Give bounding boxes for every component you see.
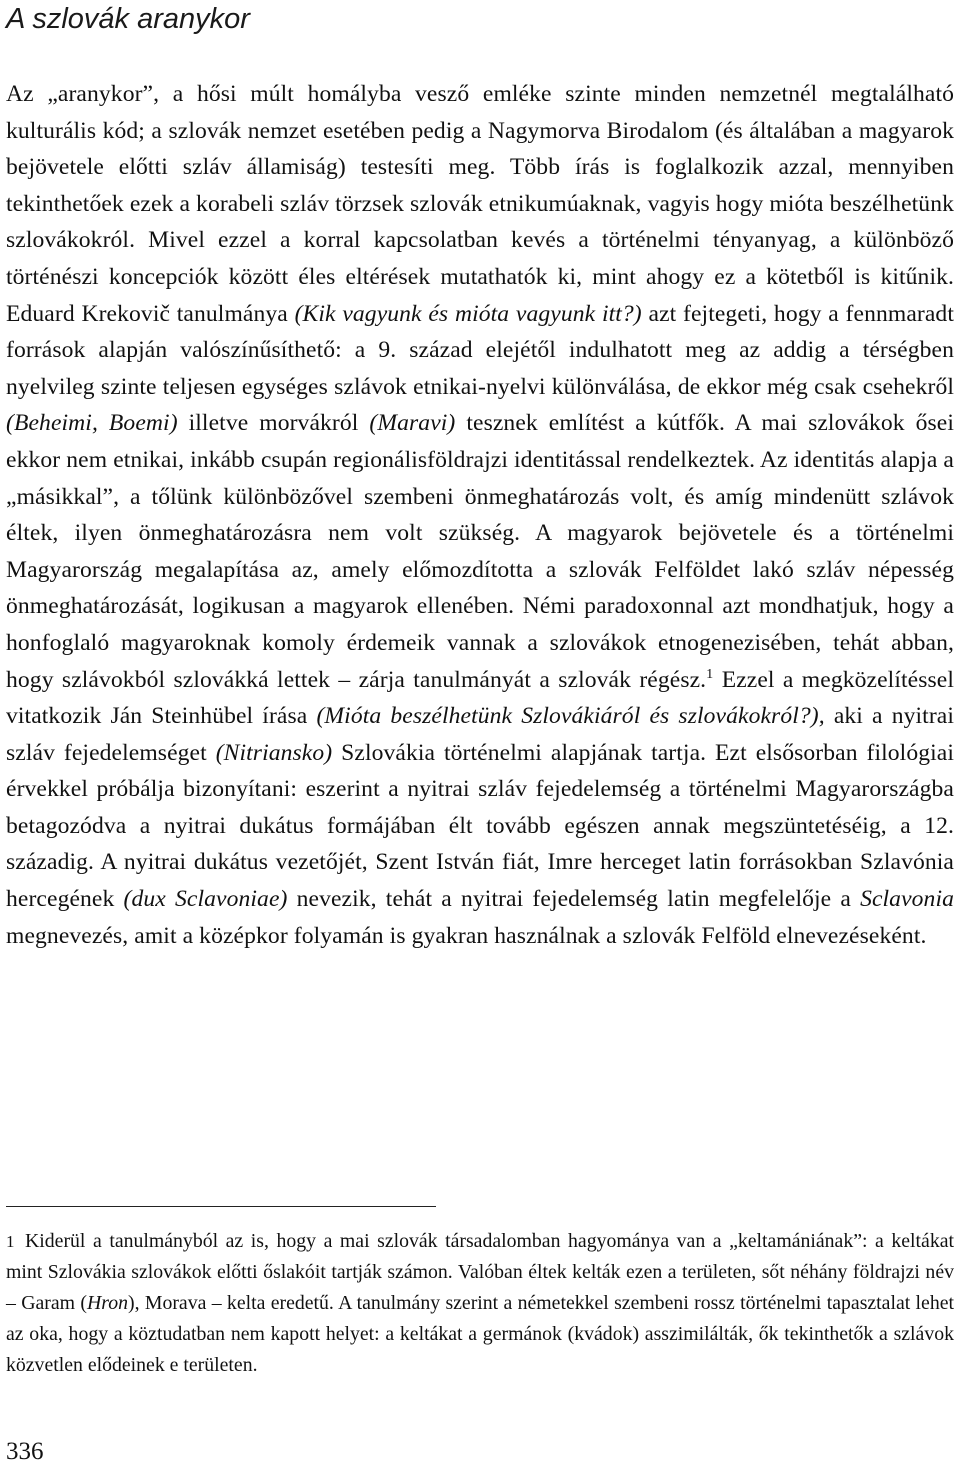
footnote-text-segment: Kiderül a tanulmányból az is, hogy a mai szlovák társadalomban hagyománya van a „keltamániának”: a keltákat mint Szlovákia szlovákok előtti őslakóit tartják számon. Valóban éltek kelták ezen a területen, sőt néhány földrajzi név – Garam (: [6, 1230, 954, 1314]
italic-term: (dux Sclavoniae): [123, 886, 288, 913]
chapter-heading: A szlovák aranykor: [6, 3, 250, 35]
body-text-segment: megnevezés, amit a középkor folyamán is gyakran használnak a szlovák Felföld elnevezéseként.: [6, 922, 927, 949]
body-text-segment: tesznek említést a kútfők. A mai szlovákok ősei ekkor nem etnikai, inkább csupán regionálisföldrajzi identitással rendelkeztek. Az identitás alapja a „másikkal”, a tőlünk különbözővel szembeni önmeghatározás volt, és amíg mindenütt szlávok éltek, ilyen önmeghatározásra nem volt szükség. A magyarok bejövetele és a történelmi Magyarország megalapítása az, amely előmozdította a szlovák Felföldet lakó szláv népesség önmeghatározását, logikusan a magyarok ellenében. Némi paradoxonnal azt mondhatjuk, hogy a honfoglaló magyaroknak komoly érdemeik vannak a szlovákok etnogenezisében, tehát abban, hogy szlávokból szlovákká lettek – zárja tanulmányát a szlovák régész.: [6, 410, 955, 693]
body-paragraph: [6, 76, 954, 954]
italic-term: (Maravi): [369, 410, 456, 437]
italic-title: (Kik vagyunk és mióta vagyunk itt?): [294, 300, 642, 327]
italic-term: Hron: [86, 1292, 128, 1314]
body-text-segment: illetve morvákról: [177, 410, 370, 437]
document-page: [6, 0, 954, 1470]
body-text-segment: Ezzel a megközelítéssel vitatkozik Ján Steinhübel írása: [6, 666, 954, 730]
body-text-segment: Az „aranykor”, a hősi múlt homályba vesző emléke szinte minden nemzetnél megtalálható kulturális kód; a szlovák nemzet esetében pedig a Nagymorva Birodalom (és általában a magyarok bejövetele előtti szláv államiság) testesíti meg. Több írás is foglalkozik azzal, mennyiben tekinthetőek ezek a korabeli szláv törzsek szlovák etnikumúaknak, vagyis hogy mióta beszélhetünk szlovákokról. Mivel ezzel a korral kapcsolatban kevés a történelmi tényanyag, a különböző történészi koncepciók között éles eltérések mutathatók ki, mint ahogy ez a kötetből is kitűnik. Eduard Krekovič tanulmánya: [6, 81, 954, 327]
body-text-segment: azt fejtegeti, hogy a fennmaradt források alapján valószínűsíthető: a 9. század elejétől indulhatott meg az addig a térségben nyelvileg szinte teljesen egységes szlávok etnikai-nyelvi különválása, de ekkor még csak csehekről: [6, 300, 954, 400]
footnote-reference[interactable]: 1: [706, 665, 714, 682]
body-text-segment: aki a nyitrai szláv fejedelemséget: [6, 703, 955, 766]
body-text-segment: Szlovákia történelmi alapjának tartja. Ezt elsősorban filológiai érvekkel próbálja bizonyítani: eszerint a nyitrai szláv fejedelemség a történelmi Magyarországba betagozódva a nyitrai dukátus formájában élt tovább egészen annak megszüntetéséig, a 12. századig. A nyitrai dukátus vezetőjét, Szent István fiát, Imre herceget latin forrásokban Szlavónia hercegének: [6, 739, 955, 913]
footnote-text-segment: ), Morava – kelta eredetű. A tanulmány szerint a németekkel szembeni rossz történelmi tapasztalat lehet az oka, hogy a köztudatban nem kapott helyet: a keltákat a germánok (kvádok) asszimilálták, ők tekinthetők a szlávok közvetlen elődeinek e területen.: [6, 1292, 954, 1376]
footnote-divider: [6, 1206, 436, 1207]
footnote: [6, 1226, 954, 1381]
footnote-number: 1: [6, 1232, 15, 1251]
italic-title: (Mióta beszélhetünk Szlovákiáról és szlovákokról?),: [316, 703, 825, 730]
body-text-segment: nevezik, tehát a nyitrai fejedelemség latin megfelelője a: [287, 886, 861, 913]
italic-term: (Beheimi, Boemi): [6, 410, 178, 437]
italic-term: (Nitriansko): [215, 739, 333, 766]
italic-term: Sclavonia: [860, 886, 955, 913]
page-number: 336: [6, 1438, 44, 1465]
